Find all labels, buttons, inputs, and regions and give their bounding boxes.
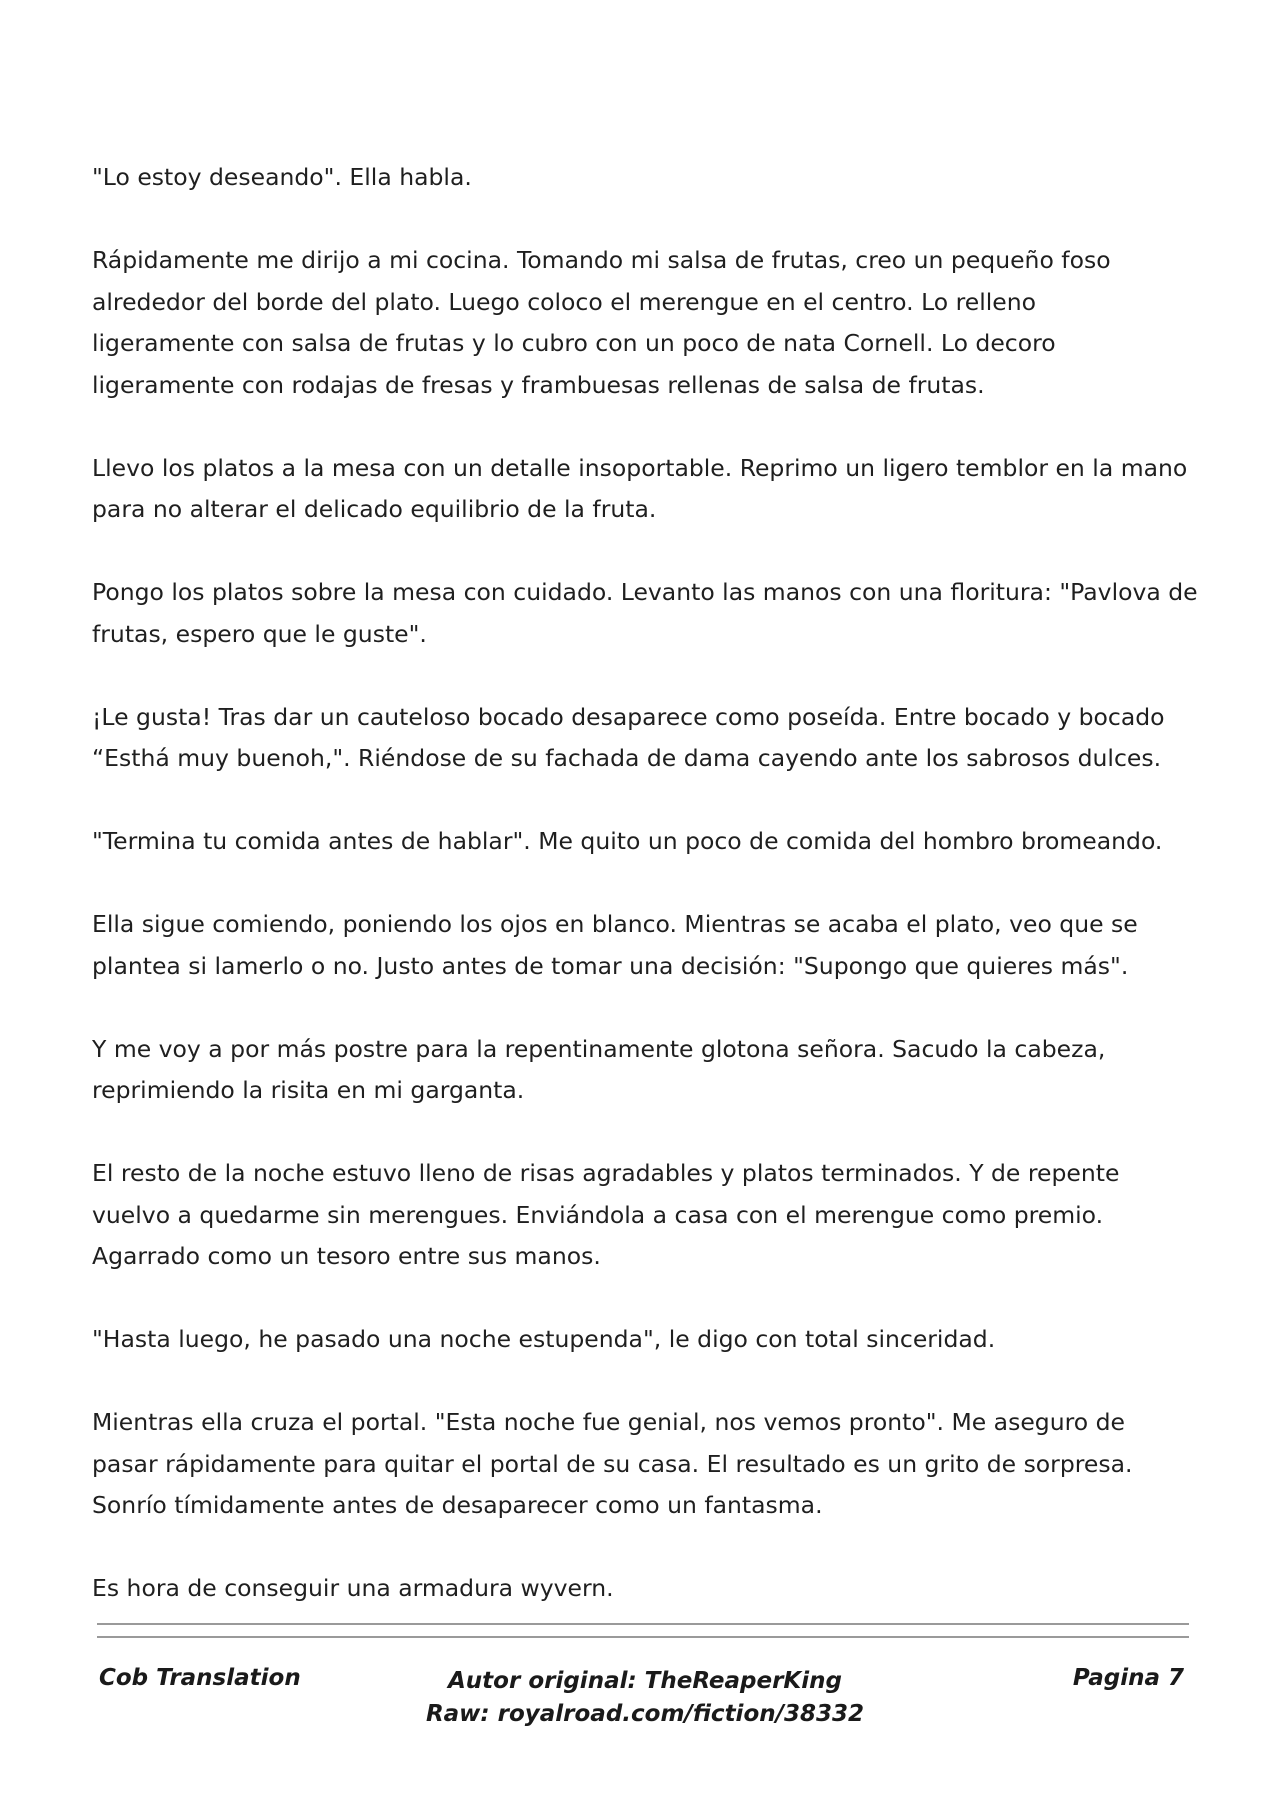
paragraph — [92, 1402, 1212, 1527]
paragraph-line: "Termina tu comida antes de hablar". Me quito un poco de comida del hombro bromeando. — [92, 827, 1163, 855]
paragraph — [92, 240, 1212, 406]
paragraph-line: ¡Le gusta! Tras dar un cauteloso bocado desaparece como poseída. Entre bocado y bocado — [92, 702, 1165, 731]
paragraph-line: “Esthá muy buenoh,". Riéndose de su fachada de dama cayendo ante los sabrosos dulces. — [92, 744, 1162, 772]
footer-credits — [380, 1665, 910, 1731]
paragraph — [92, 448, 1212, 531]
paragraph-line: ligeramente con salsa de frutas y lo cubro con un poco de nata Cornell. Lo decoro — [92, 329, 1056, 357]
footer-page-number: Pagina 7 — [1072, 1665, 1184, 1691]
paragraph — [92, 821, 1212, 863]
paragraph — [92, 1153, 1212, 1278]
footer-divider-top — [97, 1623, 1189, 1625]
paragraph-line: Llevo los platos a la mesa con un detalle insoportable. Reprimo un ligero temblor en la mano — [92, 453, 1188, 482]
footer-divider-bottom — [97, 1636, 1189, 1638]
paragraph-line: Y me voy a por más postre para la repentinamente glotona señora. Sacudo la cabeza, — [92, 1034, 1106, 1063]
paragraph — [92, 1568, 1212, 1610]
paragraph-line: Ella sigue comiendo, poniendo los ojos en blanco. Mientras se acaba el plato, veo que se — [92, 910, 1138, 938]
paragraph-line: pasar rápidamente para quitar el portal de su casa. El resultado es un grito de sorpresa. — [92, 1449, 1133, 1478]
footer-raw-link: Raw: royalroad.com/fiction/38332 — [425, 1701, 865, 1727]
paragraph — [92, 572, 1212, 655]
paragraph-line: Es hora de conseguir una armadura wyvern. — [92, 1574, 614, 1602]
paragraph — [92, 157, 1212, 199]
paragraph-line: "Lo estoy deseando". Ella habla. — [92, 163, 472, 191]
paragraph-line: frutas, espero que le guste". — [92, 619, 427, 648]
paragraph-line: Sonrío tímidamente antes de desaparecer como un fantasma. — [92, 1491, 823, 1519]
paragraph-line: El resto de la noche estuvo lleno de risas agradables y platos terminados. Y de repente — [92, 1159, 1120, 1187]
paragraph — [92, 1029, 1212, 1112]
paragraph-line: plantea si lamerlo o no. Justo antes de tomar una decisión: "Supongo que quieres más". — [92, 951, 1129, 980]
paragraph-line: alrededor del borde del plato. Luego coloco el merengue en el centro. Lo relleno — [92, 287, 1036, 316]
paragraph-line: reprimiendo la risita en mi garganta. — [92, 1076, 525, 1104]
paragraph-line: Pongo los platos sobre la mesa con cuidado. Levanto las manos con una floritura: "Pavlova de — [92, 578, 1198, 606]
paragraph-line: ligeramente con rodajas de fresas y frambuesas rellenas de salsa de frutas. — [92, 370, 985, 399]
paragraph-line: Mientras ella cruza el portal. "Esta noche fue genial, nos vemos pronto". Me aseguro de — [92, 1408, 1125, 1436]
paragraph-line: para no alterar el delicado equilibrio de la fruta. — [92, 495, 657, 523]
paragraph — [92, 904, 1212, 987]
paragraph — [92, 1319, 1212, 1361]
footer-translator: Cob Translation — [99, 1665, 301, 1691]
page-body — [92, 157, 1212, 1651]
paragraph — [92, 697, 1212, 780]
paragraph-line: Agarrado como un tesoro entre sus manos. — [92, 1242, 601, 1270]
footer-author: Autor original: TheReaperKing — [448, 1668, 842, 1694]
paragraph-line: "Hasta luego, he pasado una noche estupenda", le digo con total sinceridad. — [92, 1325, 996, 1353]
paragraph-line: vuelvo a quedarme sin merengues. Enviándola a casa con el merengue como premio. — [92, 1200, 1104, 1229]
paragraph-line: Rápidamente me dirijo a mi cocina. Tomando mi salsa de frutas, creo un pequeño foso — [92, 246, 1111, 274]
